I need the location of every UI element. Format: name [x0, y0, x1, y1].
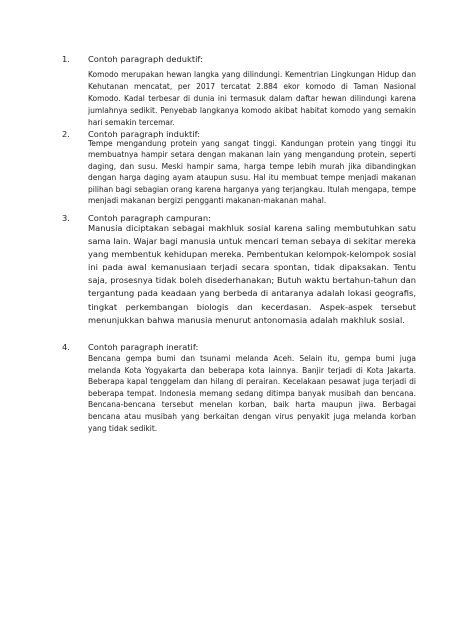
paragraph-mixed: Manusia diciptakan sebagai makhluk sosial karena saling membutuhkan satu sama lain. Wajar bagi manusia untuk mencari teman sebaya di sekitar mereka yang membentuk kehidupan mereka. Pembentukan kelompok-kelompok sosial ini pada awal kemanusiaan terjadi secara spontan, tidak dipaksakan. Tentu saja, prosesnya tidak boleh disederhanakan; Butuh waktu bertahun-tahun dan tergantung pada keadaan yang berbeda di antaranya adalah lokasi geografis, tingkat perkembangan biologis dan kecerdasan. Aspek-aspek tersebut menunjukkan bahwa manusia menurut antonomasia adalah makhluk sosial. — [88, 223, 416, 325]
list-item-heading: Contoh paragraph campuran: — [88, 213, 211, 223]
list-item-heading: Contoh paragraph deduktif: — [88, 54, 203, 64]
list-item-heading: Contoh paragraph ineratif: — [88, 342, 199, 352]
list-item-heading: Contoh paragraph induktif: — [88, 129, 200, 139]
list-item-number: 2. — [62, 129, 70, 139]
paragraph-inerative: Bencana gempa bumi dan tsunami melanda Aceh. Selain itu, gempa bumi juga melanda Kota Yogyakarta dan beberapa kota lainnya. Banjir terjadi di Kota Jakarta. Beberapa kapal tenggelam dan hilang di perairan. Kecelakaan pesawat juga terjadi di beberapa tempat. Indonesia memang sedang ditimpa banyak musibah dan bencana. Bencana-bencana tersebut menelan korban, baik harta maupun jiwa. Berbagai bencana atau musibah yang berkaitan dengan virus penyakit juga melanda korban yang tidak sedikit. — [88, 354, 416, 433]
list-item-number: 4. — [62, 342, 70, 352]
paragraph-inductive: Tempe mengandung protein yang sangat tinggi. Kandungan protein yang tinggi itu membuatnya hampir setara dengan makanan lain yang mengandung protein, seperti daging, dan susu. Meski hampir sama, harga tempe lebih murah jika dibandingkan dengan harga daging ayam ataupun susu. Hal itu membuat tempe menjadi makanan pilihan bagi sebagian orang karena harganya yang terjangkau. Itulah mengapa, tempe menjadi makanan bergizi pengganti makanan-makanan mahal. — [88, 139, 416, 206]
paragraph-deductive: Komodo merupakan hewan langka yang dilindungi. Kementrian Lingkungan Hidup dan Kehutanan mencatat, per 2017 tercatat 2.884 ekor komodo di Taman Nasional Komodo. Kadal terbesar di dunia ini termasuk dalam daftar hewan dilindungi karena jumlahnya sedikit. Penyebab langkanya komodo akibat habitat komodo yang semakin hari semakin tercemar. — [88, 70, 416, 127]
list-item-number: 1. — [62, 54, 70, 64]
list-item-number: 3. — [62, 213, 70, 223]
